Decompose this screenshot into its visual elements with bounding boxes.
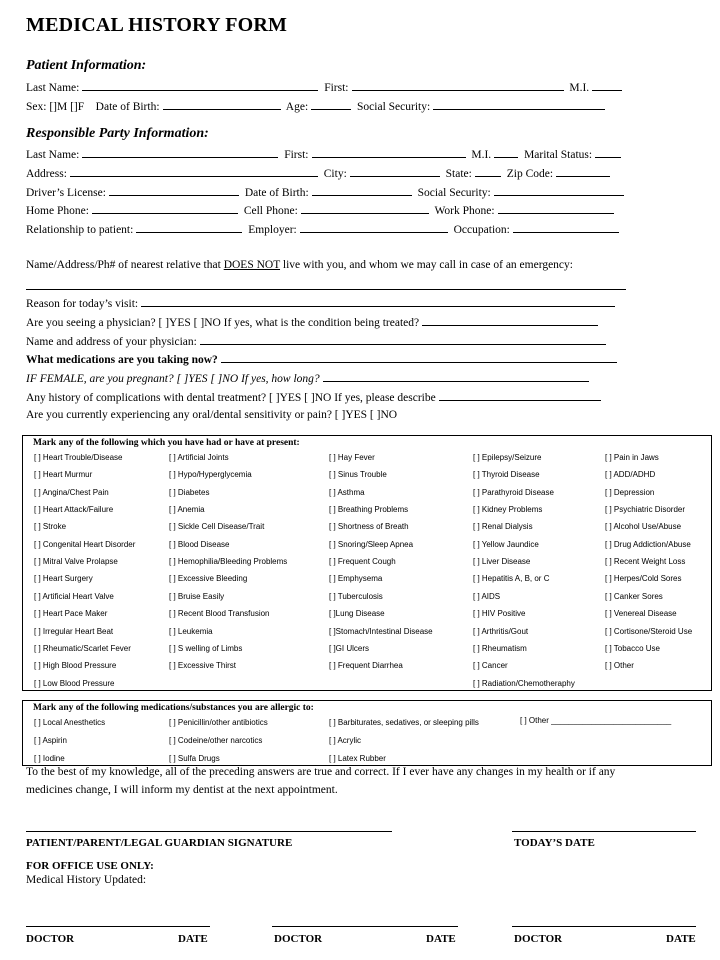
patient-name-row xyxy=(26,80,625,94)
condition-checkbox[interactable]: [ ] Alcohol Use/Abuse xyxy=(605,522,682,532)
mi-label: M.I. xyxy=(569,82,590,94)
condition-checkbox[interactable]: [ ] Recent Weight Loss xyxy=(605,557,686,567)
sensitivity-row xyxy=(26,409,397,421)
condition-checkbox[interactable]: [ ] Hepatitis A, B, or C xyxy=(473,574,550,584)
rp-home-phone-label: Home Phone: xyxy=(26,205,89,217)
condition-checkbox[interactable]: [ ] Thyroid Disease xyxy=(473,470,540,480)
physician-name-label: Name and address of your physician: xyxy=(26,336,197,348)
allergies-heading: Mark any of the following medications/substances you are allergic to: xyxy=(33,703,314,713)
condition-checkbox[interactable]: [ ] Frequent Diarrhea xyxy=(329,661,403,671)
patient-mi-field[interactable] xyxy=(592,80,622,91)
rp-license-row xyxy=(26,185,627,199)
medications-label: What medications are you taking now? xyxy=(26,354,218,366)
nearest-relative-field[interactable] xyxy=(26,289,626,290)
doctor-date-field-2[interactable] xyxy=(272,926,458,927)
doctor-label-3: DOCTOR xyxy=(514,933,563,945)
condition-checkbox[interactable]: [ ] Herpes/Cold Sores xyxy=(605,574,682,584)
condition-checkbox[interactable]: [ ] Angina/Chest Pain xyxy=(34,487,109,497)
condition-checkbox[interactable]: [ ] Sickle Cell Disease/Trait xyxy=(169,522,265,532)
physician-name-row xyxy=(26,334,609,348)
patient-info-heading: Patient Information: xyxy=(26,58,147,73)
condition-checkbox[interactable]: [ ]Lung Disease xyxy=(329,609,385,619)
allergy-checkbox[interactable]: [ ] Iodine xyxy=(34,754,65,763)
condition-checkbox[interactable]: [ ] Heart Murmur xyxy=(34,470,93,480)
condition-checkbox[interactable]: [ ] Arthritis/Gout xyxy=(473,626,529,636)
condition-checkbox[interactable]: [ ]Stomach/Intestinal Disease xyxy=(329,626,433,636)
patient-age-field[interactable] xyxy=(311,99,351,110)
patient-last-name-field[interactable] xyxy=(82,80,318,91)
condition-checkbox[interactable]: [ ] Depression xyxy=(605,487,655,497)
sensitivity-question: Are you currently experiencing any oral/dental sensitivity or pain? [ ]YES [ ]NO xyxy=(26,409,398,421)
condition-checkbox[interactable]: [ ] Irregular Heart Beat xyxy=(34,626,114,636)
condition-checkbox[interactable]: [ ] Excessive Thirst xyxy=(169,661,236,671)
rp-address-label: Address: xyxy=(26,168,67,180)
condition-checkbox[interactable]: [ ] Artificial Joints xyxy=(169,453,229,462)
condition-checkbox[interactable]: [ ] Pain in Jaws xyxy=(605,453,659,462)
rp-relationship-row xyxy=(26,222,622,236)
nearest-relative-text: Name/Address/Ph# of nearest relative that xyxy=(26,259,224,271)
condition-checkbox[interactable]: [ ] S welling of Limbs xyxy=(169,643,243,653)
condition-checkbox[interactable]: [ ] Heart Surgery xyxy=(34,574,93,584)
condition-checkbox[interactable]: [ ] Mitral Valve Prolapse xyxy=(34,557,118,567)
todays-date-label: TODAY’S DATE xyxy=(514,837,595,849)
rp-relationship-field[interactable] xyxy=(136,222,242,233)
allergy-checkbox[interactable]: [ ] Acrylic xyxy=(329,736,362,745)
condition-checkbox[interactable]: [ ] Congenital Heart Disorder xyxy=(34,539,136,549)
condition-checkbox[interactable]: [ ] Bruise Easily xyxy=(169,591,225,601)
condition-checkbox[interactable]: [ ] Liver Disease xyxy=(473,557,531,567)
conditions-heading: Mark any of the following which you have had or have at present: xyxy=(33,438,300,448)
complications-question: Any history of complications with dental treatment? [ ]YES [ ]NO If yes, please describe xyxy=(26,392,436,404)
dob-label: Date of Birth: xyxy=(95,101,160,113)
condition-checkbox[interactable]: [ ] High Blood Pressure xyxy=(34,661,117,671)
condition-checkbox[interactable]: [ ] Tobacco Use xyxy=(605,643,660,653)
allergy-checkbox[interactable]: [ ] Sulfa Drugs xyxy=(169,754,220,763)
allergy-checkbox[interactable]: [ ] Latex Rubber xyxy=(329,754,386,763)
condition-checkbox[interactable]: [ ] Yellow Jaundice xyxy=(473,539,539,549)
rp-phone-row xyxy=(26,203,617,217)
condition-checkbox[interactable]: [ ] Diabetes xyxy=(169,487,210,497)
reason-visit-field[interactable] xyxy=(141,296,615,307)
condition-checkbox[interactable]: [ ] Tuberculosis xyxy=(329,591,383,601)
nearest-relative-text-end: live with you, and whom we may call in case of an emergency: xyxy=(280,259,573,271)
medications-field[interactable] xyxy=(221,352,617,363)
sex-female-checkbox[interactable]: ]F xyxy=(73,101,85,113)
rp-license-field[interactable] xyxy=(109,185,239,196)
date-label-1: DATE xyxy=(178,933,208,945)
rp-first-label: First: xyxy=(284,149,309,161)
rp-first-name-field[interactable] xyxy=(312,147,466,158)
rp-state-label: State: xyxy=(445,168,472,180)
allergy-checkbox[interactable]: [ ] Aspirin xyxy=(34,736,67,745)
rp-city-label: City: xyxy=(323,168,347,180)
condition-checkbox[interactable]: [ ] Emphysema xyxy=(329,574,383,584)
rp-dob-field[interactable] xyxy=(312,185,412,196)
patient-sex-row xyxy=(26,99,608,113)
reason-visit-label: Reason for today’s visit: xyxy=(26,298,139,310)
statement-line-1: To the best of my knowledge, all of the preceding answers are true and correct. If I ever have any changes in my health or if any xyxy=(26,766,616,778)
condition-checkbox[interactable]: [ ] Shortness of Breath xyxy=(329,522,409,532)
rp-zip-label: Zip Code: xyxy=(506,168,554,180)
physician-row xyxy=(26,315,601,329)
doctor-date-field-1[interactable] xyxy=(26,926,210,927)
rp-cell-phone-label: Cell Phone: xyxy=(243,205,298,217)
doctor-date-field-3[interactable] xyxy=(512,926,696,927)
last-name-label: Last Name: xyxy=(26,82,80,94)
complications-row xyxy=(26,390,604,404)
condition-checkbox[interactable]: [ ] Heart Pace Maker xyxy=(34,609,108,619)
condition-checkbox[interactable]: [ ] Artificial Heart Valve xyxy=(34,591,114,601)
physician-question: Are you seeing a physician? [ ]YES [ ]NO If yes, what is the condition being treated? xyxy=(26,317,420,329)
condition-checkbox[interactable]: [ ] Frequent Cough xyxy=(329,557,396,567)
condition-checkbox[interactable]: [ ] Heart Attack/Failure xyxy=(34,505,114,515)
patient-first-name-field[interactable] xyxy=(352,80,564,91)
condition-checkbox[interactable]: [ ] Recent Blood Transfusion xyxy=(169,609,270,619)
rp-work-phone-field[interactable] xyxy=(498,203,614,214)
condition-checkbox[interactable]: [ ] Psychiatric Disorder xyxy=(605,505,686,515)
rp-occupation-field[interactable] xyxy=(513,222,619,233)
rp-marital-label: Marital Status: xyxy=(524,149,593,161)
rp-city-field[interactable] xyxy=(350,166,440,177)
age-label: Age: xyxy=(285,101,309,113)
history-updated-label: Medical History Updated: xyxy=(26,874,147,886)
complications-field[interactable] xyxy=(439,390,601,401)
reason-visit-row xyxy=(26,296,618,310)
condition-checkbox[interactable]: [ ] Blood Disease xyxy=(169,539,230,549)
condition-checkbox[interactable]: [ ] Heart Trouble/Disease xyxy=(34,453,123,462)
condition-checkbox[interactable]: [ ] Sinus Trouble xyxy=(329,470,387,480)
condition-checkbox[interactable]: [ ] Hay Fever xyxy=(329,453,375,462)
rp-license-label: Driver’s License: xyxy=(26,187,106,199)
pregnant-row xyxy=(26,371,592,385)
allergy-checkbox[interactable]: [ ] Penicillin/other antibiotics xyxy=(169,718,268,727)
doctor-label-2: DOCTOR xyxy=(274,933,323,945)
medications-row xyxy=(26,352,620,366)
responsible-party-heading: Responsible Party Information: xyxy=(26,126,209,141)
pregnant-question: IF FEMALE, are you pregnant? [ ]YES [ ]NO If yes, how long? xyxy=(26,373,320,385)
office-use-heading: FOR OFFICE USE ONLY: xyxy=(26,860,154,872)
allergy-checkbox[interactable]: [ ] Barbiturates, sedatives, or sleeping pills xyxy=(329,718,479,727)
rp-cell-phone-field[interactable] xyxy=(301,203,429,214)
condition-checkbox[interactable]: [ ] Asthma xyxy=(329,487,365,497)
todays-date-field[interactable] xyxy=(512,831,696,832)
rp-employer-field[interactable] xyxy=(300,222,448,233)
sex-male-checkbox[interactable]: ]M [ xyxy=(53,101,74,113)
rp-relationship-label: Relationship to patient: xyxy=(26,224,134,236)
sex-label: Sex: [ xyxy=(26,101,54,113)
date-label-2: DATE xyxy=(426,933,456,945)
statement-line-2: medicines change, I will inform my dentist at the next appointment. xyxy=(26,784,338,796)
condition-checkbox[interactable]: [ ] Drug Addiction/Abuse xyxy=(605,539,691,549)
rp-mi-label: M.I. xyxy=(471,149,492,161)
rp-marital-field[interactable] xyxy=(595,147,621,158)
condition-checkbox[interactable]: [ ] Rheumatism xyxy=(473,643,527,653)
patient-dob-field[interactable] xyxy=(163,99,281,110)
condition-checkbox[interactable]: [ ] Kidney Problems xyxy=(473,505,543,515)
first-name-label: First: xyxy=(324,82,349,94)
does-not-emphasis: DOES NOT xyxy=(223,259,281,271)
signature-label: PATIENT/PARENT/LEGAL GUARDIAN SIGNATURE xyxy=(26,837,293,849)
condition-checkbox[interactable]: [ ] Leukemia xyxy=(169,626,213,636)
allergy-checkbox[interactable]: [ ] Local Anesthetics xyxy=(34,718,106,727)
rp-name-row xyxy=(26,147,624,161)
condition-checkbox[interactable]: [ ] Breathing Problems xyxy=(329,505,409,515)
form-title: MEDICAL HISTORY FORM xyxy=(26,14,288,36)
rp-ssn-field[interactable] xyxy=(494,185,624,196)
allergy-checkbox[interactable]: [ ] Codeine/other narcotics xyxy=(169,736,263,745)
condition-checkbox[interactable]: [ ] Other xyxy=(605,661,634,671)
condition-checkbox[interactable]: [ ] Epilepsy/Seizure xyxy=(473,453,542,462)
rp-work-phone-label: Work Phone: xyxy=(434,205,495,217)
rp-mi-field[interactable] xyxy=(494,147,518,158)
nearest-relative-question xyxy=(26,259,573,271)
rp-occupation-label: Occupation: xyxy=(453,224,510,236)
condition-checkbox[interactable]: [ ] Parathyroid Disease xyxy=(473,487,554,497)
condition-checkbox[interactable]: [ ] Rheumatic/Scarlet Fever xyxy=(34,643,131,653)
pregnant-duration-field[interactable] xyxy=(323,371,589,382)
condition-checkbox[interactable]: [ ] Excessive Bleeding xyxy=(169,574,248,584)
condition-checkbox[interactable]: [ ] Stroke xyxy=(34,522,67,532)
condition-checkbox[interactable]: [ ] Venereal Disease xyxy=(605,609,677,619)
date-label-3: DATE xyxy=(666,933,696,945)
condition-checkbox[interactable]: [ ] Anemia xyxy=(169,505,205,515)
condition-checkbox[interactable]: [ ] Radiation/Chemotheraphy xyxy=(473,678,575,688)
condition-checkbox[interactable]: [ ] Canker Sores xyxy=(605,591,663,601)
allergy-other-checkbox[interactable]: [ ] Other ___________________________ xyxy=(520,716,672,725)
rp-zip-field[interactable] xyxy=(556,166,610,177)
condition-checkbox[interactable]: [ ] HIV Positive xyxy=(473,609,526,619)
condition-checkbox[interactable]: [ ] Cortisone/Steroid Use xyxy=(605,626,693,636)
condition-checkbox[interactable]: [ ] ADD/ADHD xyxy=(605,470,656,480)
condition-checkbox[interactable]: [ ] Hemophilia/Bleeding Problems xyxy=(169,557,288,567)
condition-checkbox[interactable]: [ ]GI Ulcers xyxy=(329,643,370,653)
condition-checkbox[interactable]: [ ] Low Blood Pressure xyxy=(34,678,115,688)
patient-ssn-field[interactable] xyxy=(433,99,605,110)
condition-checkbox[interactable]: [ ] Renal Dialysis xyxy=(473,522,533,532)
rp-dob-label: Date of Birth: xyxy=(244,187,309,199)
physician-name-field[interactable] xyxy=(200,334,606,345)
physician-condition-field[interactable] xyxy=(422,315,598,326)
condition-checkbox[interactable]: [ ] AIDS xyxy=(473,591,501,601)
rp-last-name-field[interactable] xyxy=(82,147,278,158)
rp-last-name-label: Last Name: xyxy=(26,149,80,161)
rp-home-phone-field[interactable] xyxy=(92,203,238,214)
rp-address-field[interactable] xyxy=(70,166,318,177)
signature-field[interactable] xyxy=(26,831,392,832)
rp-address-row xyxy=(26,166,613,180)
rp-ssn-label: Social Security: xyxy=(417,187,491,199)
ssn-label: Social Security: xyxy=(357,101,431,113)
doctor-label-1: DOCTOR xyxy=(26,933,75,945)
condition-checkbox[interactable]: [ ] Snoring/Sleep Apnea xyxy=(329,539,414,549)
rp-state-field[interactable] xyxy=(475,166,501,177)
rp-employer-label: Employer: xyxy=(248,224,297,236)
condition-checkbox[interactable]: [ ] Cancer xyxy=(473,661,508,671)
condition-checkbox[interactable]: [ ] Hypo/Hyperglycemia xyxy=(169,470,252,480)
